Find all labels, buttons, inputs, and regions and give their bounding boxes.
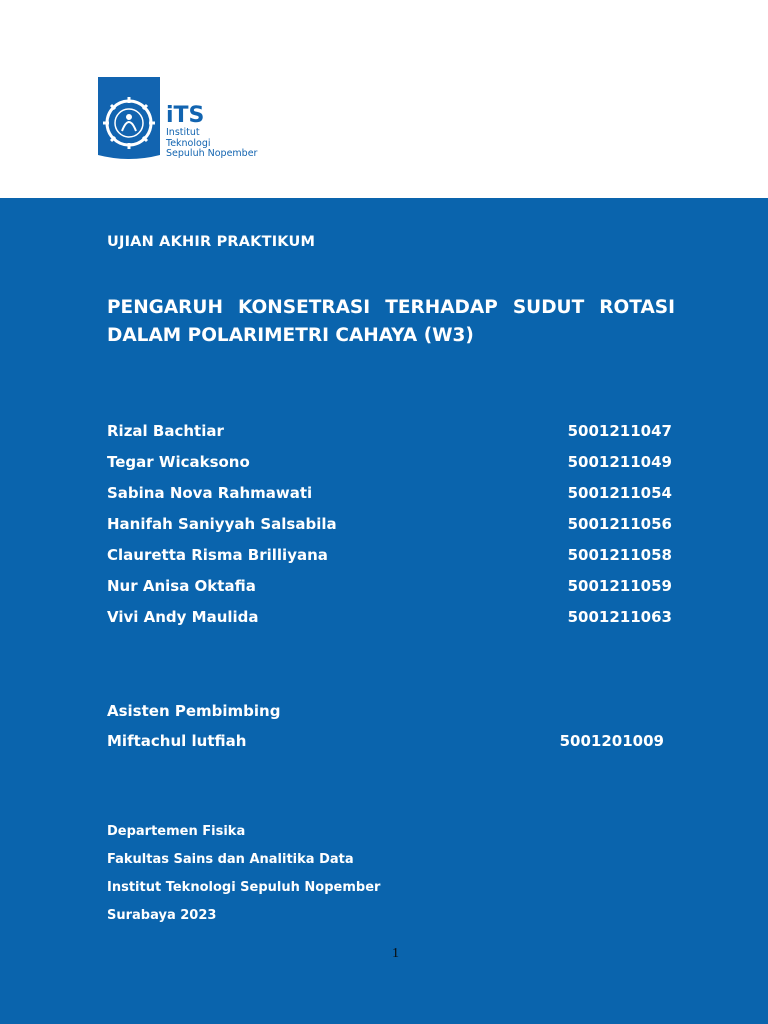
city-year: Surabaya 2023 [107, 908, 217, 923]
its-emblem-icon [98, 77, 160, 165]
logo-line: Institut [166, 127, 200, 138]
member-row [107, 546, 672, 566]
report-title [107, 294, 675, 350]
report-title-line-1: PENGARUH KONSETRASI TERHADAP SUDUT ROTASI [107, 297, 675, 318]
assistant-row [107, 732, 664, 752]
member-nrp: 5001211058 [567, 546, 672, 564]
institute: Institut Teknologi Sepuluh Nopember [107, 880, 381, 895]
member-row [107, 422, 672, 442]
assistant-name: Miftachul lutfiah [107, 732, 247, 750]
report-type-label: UJIAN AKHIR PRAKTIKUM [107, 234, 316, 250]
member-name: Hanifah Saniyyah Salsabila [107, 515, 337, 533]
faculty: Fakultas Sains dan Analitika Data [107, 852, 354, 867]
member-nrp: 5001211049 [567, 453, 672, 471]
assistant-nrp: 5001201009 [559, 732, 664, 750]
report-title-line-2: DALAM POLARIMETRI CAHAYA (W3) [107, 325, 474, 346]
member-row [107, 515, 672, 535]
member-name: Nur Anisa Oktafia [107, 577, 256, 595]
member-name: Rizal Bachtiar [107, 422, 224, 440]
assistant-heading: Asisten Pembimbing [107, 702, 281, 720]
member-row [107, 608, 672, 628]
member-nrp: 5001211056 [567, 515, 672, 533]
member-name: Tegar Wicaksono [107, 453, 250, 471]
member-nrp: 5001211047 [567, 422, 672, 440]
member-name: Clauretta Risma Brilliyana [107, 546, 328, 564]
member-nrp: 5001211059 [567, 577, 672, 595]
department: Departemen Fisika [107, 824, 246, 839]
page-number: 1 [392, 946, 399, 961]
member-name: Sabina Nova Rahmawati [107, 484, 313, 502]
cover-panel [0, 198, 768, 1024]
its-logo [98, 77, 268, 167]
logo-subtitle [166, 128, 257, 160]
member-row [107, 484, 672, 504]
logo-line: Teknologi [166, 137, 211, 149]
member-row [107, 577, 672, 597]
member-name: Vivi Andy Maulida [107, 608, 259, 626]
member-nrp: 5001211054 [567, 484, 672, 502]
member-nrp: 5001211063 [567, 608, 672, 626]
logo-brand: iTS [166, 103, 205, 128]
member-row [107, 453, 672, 473]
logo-line: Sepuluh Nopember [166, 148, 258, 159]
